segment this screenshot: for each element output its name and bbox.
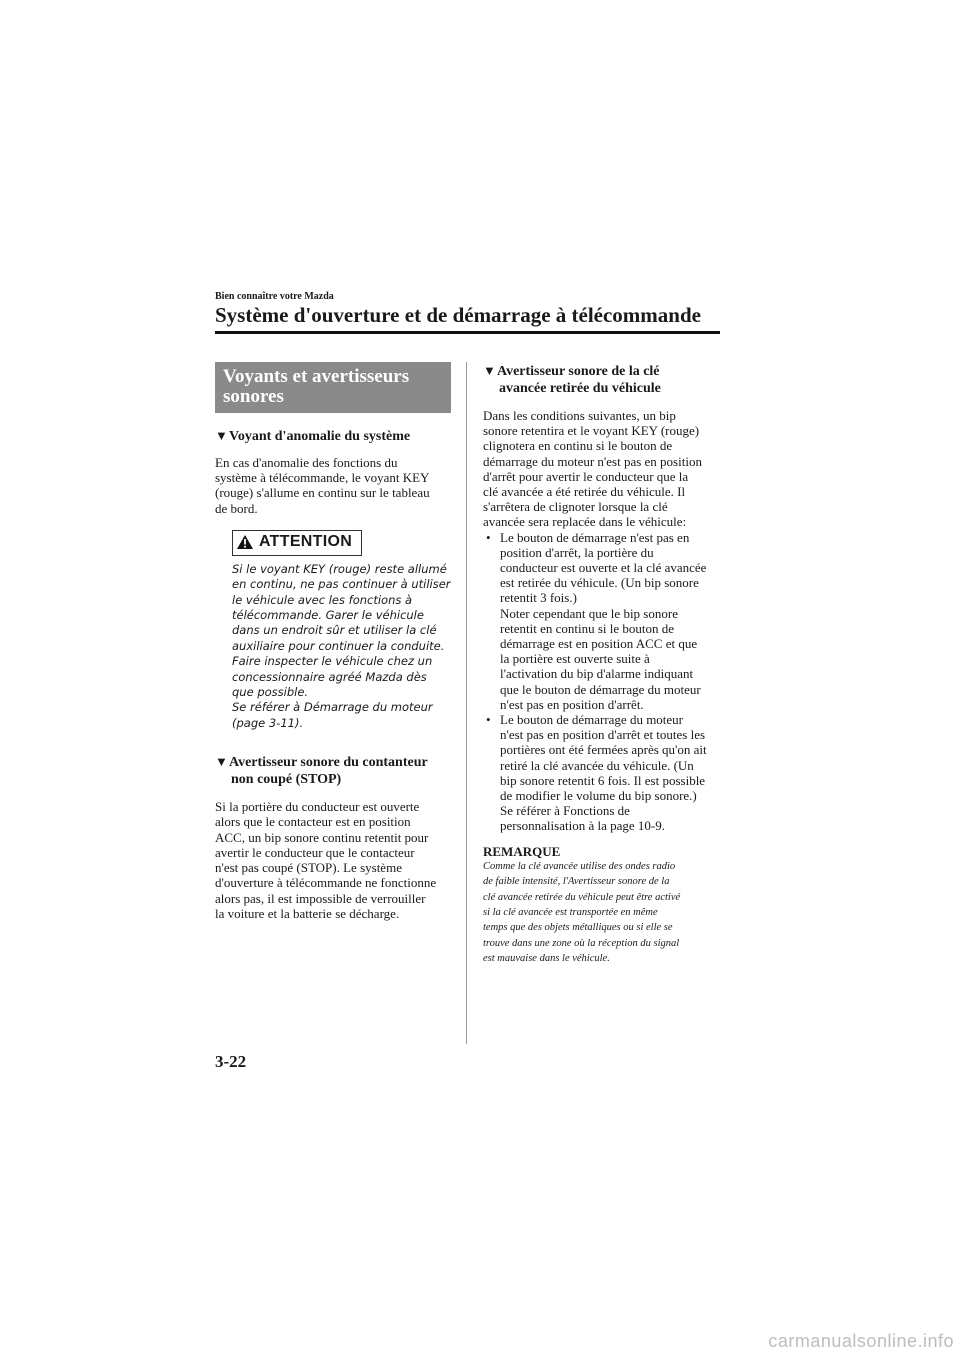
text-line: Se référer à Fonctions de <box>500 803 630 819</box>
text-line: avertir le conducteur que le contacteur <box>215 844 415 860</box>
text-line: (rouge) s'allume en continu sur le tableau <box>215 485 430 501</box>
text-line: En cas d'anomalie des fonctions du <box>215 455 398 470</box>
text-line: Se référer à Démarrage du moteur <box>232 700 433 715</box>
triangle-down-icon: ▼ <box>215 754 228 770</box>
text-line: alors que le contacteur est en position <box>215 814 411 830</box>
watermark: carmanualsonline.info <box>768 1331 954 1351</box>
paragraph-contact-warning <box>215 799 451 921</box>
text-line: n'est pas en position d'arrêt et toutes les <box>500 727 706 743</box>
warning-icon <box>236 534 254 550</box>
text-line: système à télécommande, le voyant KEY <box>215 470 430 486</box>
text-line: conducteur est ouverte et la clé avancée <box>500 560 707 576</box>
section-title-line2: sonores <box>223 386 284 407</box>
subheading-text: Avertisseur sonore de la clé <box>497 364 660 379</box>
condition-list <box>483 530 723 834</box>
text-line: dans un endroit sûr et utiliser la clé <box>232 623 437 638</box>
page-number: 3-22 <box>215 1052 247 1071</box>
column-divider <box>466 362 467 1044</box>
text-line: Le bouton de démarrage du moteur <box>500 712 684 728</box>
chapter-title: Système d'ouverture et de démarrage à télécommande <box>215 303 701 327</box>
text-line: retentit en continu si le bouton de <box>500 620 675 636</box>
text-line: ACC, un bip sonore continu retentit pour <box>215 829 429 845</box>
list-item <box>483 530 723 712</box>
text-line: l'activation du bip d'alarme indiquant <box>500 666 694 682</box>
text-line: démarrage est en position ACC et que <box>500 636 698 652</box>
text-line: clignotera en continu si le bouton de <box>483 438 673 454</box>
text-line: Noter cependant que le bip sonore <box>500 605 678 621</box>
text-line: que possible. <box>232 685 309 700</box>
paragraph-system-fault <box>215 455 451 516</box>
subheading-key-removed <box>483 362 723 397</box>
text-line: personnalisation à la page 10-9. <box>500 818 665 834</box>
triangle-down-icon: ▼ <box>483 363 496 378</box>
paragraph-key-removed <box>483 408 723 530</box>
text-line: clé avancée a été retirée du véhicule. Il <box>483 484 686 500</box>
right-column <box>483 362 723 967</box>
text-line: sonore retentira et le voyant KEY (rouge) <box>483 423 700 439</box>
subheading-text: Avertisseur sonore du contanteur <box>229 755 428 771</box>
text-line: démarrage du moteur n'est pas en position <box>483 453 702 469</box>
text-line: de modifier le volume du bip sonore.) <box>500 788 697 804</box>
text-line: position d'arrêt, la portière du <box>500 544 654 560</box>
text-line: Dans les conditions suivantes, un bip <box>483 408 676 423</box>
section-title-box <box>215 362 451 413</box>
text-line: s'arrêtera de clignoter lorsque la clé <box>483 499 668 515</box>
text-line: temps que des objets métalliques ou si elle se <box>483 922 673 934</box>
text-line: la voiture et la batterie se décharge. <box>215 905 400 921</box>
text-line: de bord. <box>215 500 258 516</box>
subheading-text: avancée retirée du véhicule <box>499 381 661 396</box>
text-line: auxiliaire pour continuer la conduite. <box>232 638 445 653</box>
text-line: Si la portière du conducteur est ouverte <box>215 799 420 815</box>
text-line: retentit 3 fois.) <box>500 590 577 606</box>
text-line: (page 3-11). <box>232 715 304 730</box>
text-line: portières ont été fermées après qu'on ait <box>500 742 707 758</box>
list-item <box>483 712 723 834</box>
text-line: le véhicule avec les fonctions à <box>232 592 413 607</box>
text-line: d'arrêt pour avertir le conducteur que la <box>483 468 689 484</box>
attention-label: ATTENTION <box>259 532 353 550</box>
text-line: d'ouverture à télécommande ne fonctionne <box>215 875 437 891</box>
subheading-text: Voyant d'anomalie du système <box>229 429 411 444</box>
subheading-system-fault <box>215 427 451 445</box>
text-line: avancée sera replacée dans le véhicule: <box>483 514 687 530</box>
text-line: Faire inspecter le véhicule chez un <box>232 654 433 669</box>
subheading-contact-warning <box>215 753 451 788</box>
header-rule <box>215 331 720 334</box>
note-text <box>483 859 723 967</box>
bullet-icon: • <box>486 529 491 545</box>
text-line: retiré la clé avancée du véhicule. (Un <box>500 757 694 773</box>
triangle-down-icon: ▼ <box>215 428 228 443</box>
left-column <box>215 362 451 921</box>
text-line: Le bouton de démarrage n'est pas en <box>500 529 690 545</box>
text-line: Comme la clé avancée utilise des ondes radio <box>483 860 676 872</box>
text-line: en continu, ne pas continuer à utiliser <box>232 577 451 592</box>
running-head: Bien connaître votre Mazda <box>215 291 334 302</box>
text-line: bip sonore retentit 6 fois. Il est possible <box>500 772 706 788</box>
text-line: que le bouton de démarrage du moteur <box>500 681 701 697</box>
text-line: trouve dans une zone où la réception du signal <box>483 937 680 949</box>
text-line: clé avancée retirée du véhicule peut être activé <box>483 891 681 903</box>
text-line: si la clé avancée est transportée en même <box>483 906 658 918</box>
text-line: la portière est ouverte suite à <box>500 651 650 667</box>
text-line: télécommande. Garer le véhicule <box>232 608 424 623</box>
subheading-text: non coupé (STOP) <box>231 772 342 788</box>
text-line: est retirée du véhicule. (Un bip sonore <box>500 575 699 591</box>
attention-box <box>232 530 362 556</box>
section-title-line1: Voyants et avertisseurs <box>223 366 410 387</box>
text-line: n'est pas coupé (STOP). Le système <box>215 860 402 876</box>
attention-text <box>232 562 462 731</box>
text-line: Si le voyant KEY (rouge) reste allumé <box>232 561 447 576</box>
note-heading: REMARQUE <box>483 843 561 859</box>
bullet-icon: • <box>486 712 491 728</box>
text-line: concessionnaire agréé Mazda dès <box>232 669 427 684</box>
text-line: n'est pas en position d'arrêt. <box>500 696 644 712</box>
text-line: est mauvaise dans le véhicule. <box>483 953 610 965</box>
text-line: de faible intensité, l'Avertisseur sonore de la <box>483 876 670 888</box>
text-line: alors pas, il est impossible de verrouiller <box>215 890 426 906</box>
